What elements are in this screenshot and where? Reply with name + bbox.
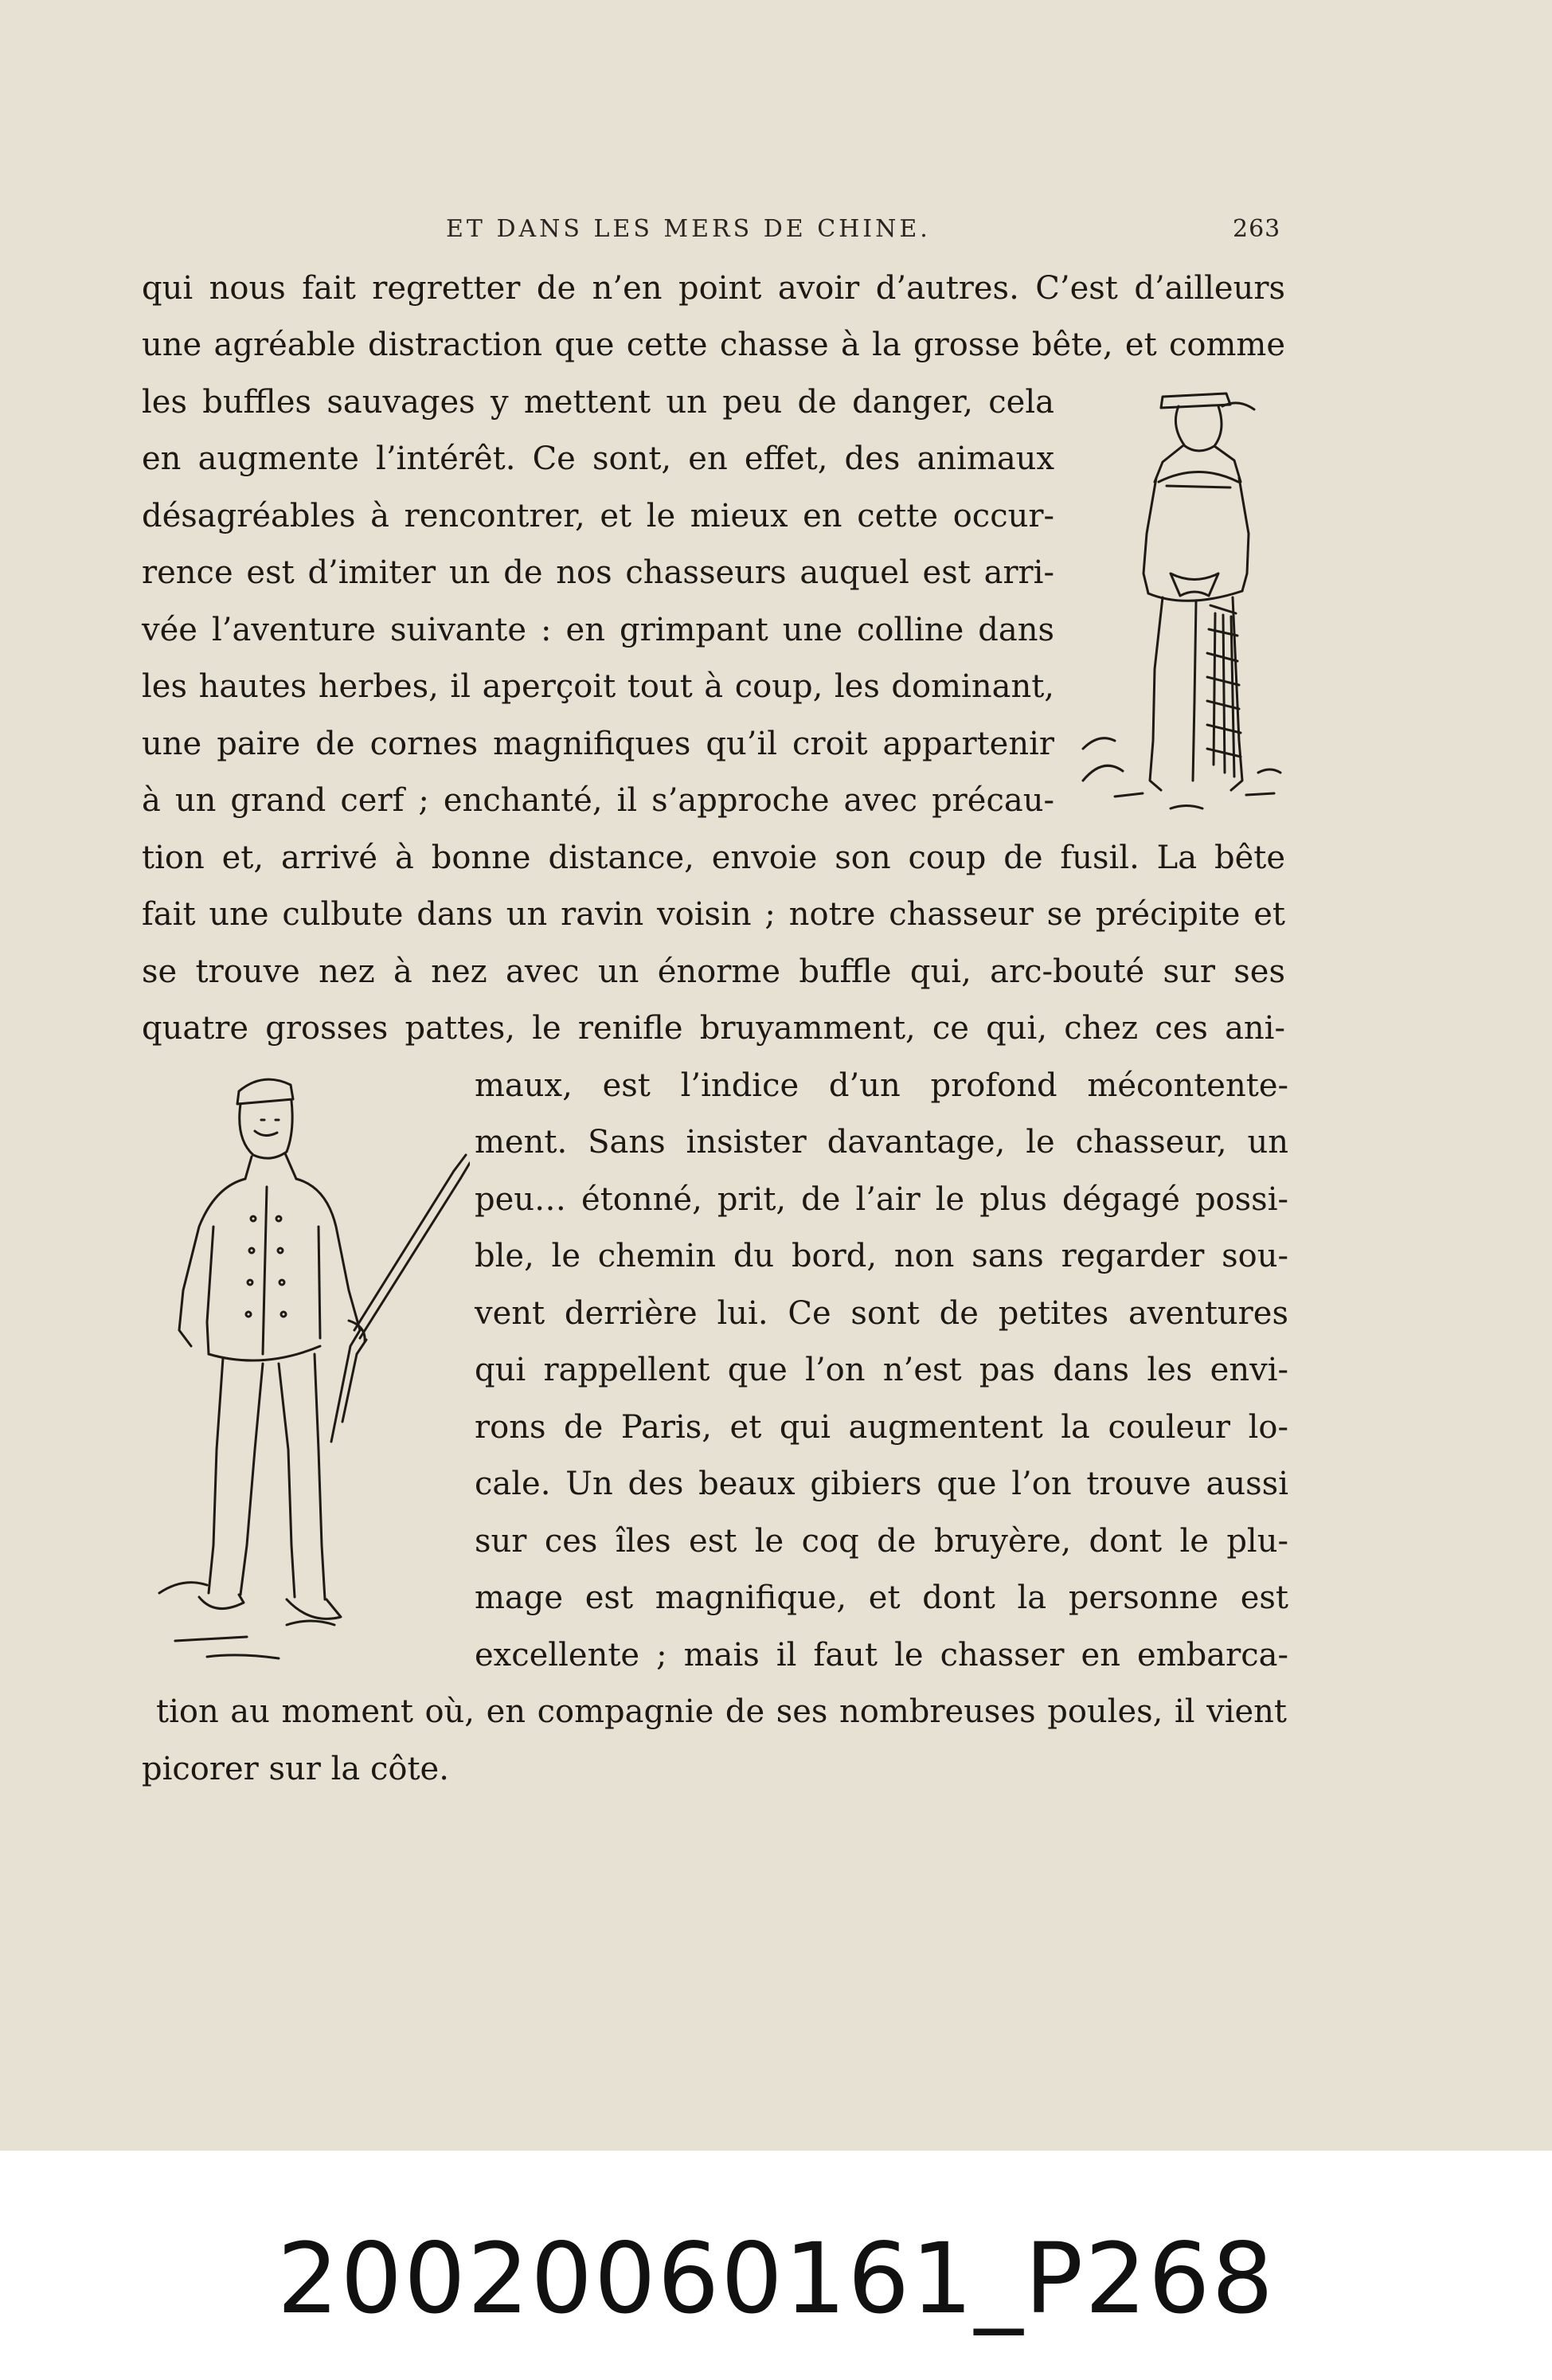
text-line: à un grand cerf ; enchanté, il s’approche avec précau- — [142, 782, 1054, 819]
text-line: se trouve nez à nez avec un énorme buffle qui, arc-bouté sur ses — [142, 953, 1285, 990]
text-line: cale. Un des beaux gibiers que l’on trouve aussi — [475, 1466, 1288, 1502]
text-line: picorer sur la côte. — [142, 1751, 449, 1787]
text-line: les buffles sauvages y mettent un peu de danger, cela — [142, 384, 1054, 421]
text-line: peu… étonné, prit, de l’air le plus dégagé possi- — [475, 1181, 1288, 1218]
text-line: vée l’aventure suivante : en grimpant une colline dans — [142, 612, 1054, 648]
sailor-from-behind-illustration — [1067, 382, 1282, 812]
text-line: qui rappellent que l’on n’est pas dans les envi- — [475, 1352, 1288, 1388]
hunter-with-rifle-illustration — [151, 1067, 470, 1673]
text-line: ble, le chemin du bord, non sans regarder sou- — [475, 1238, 1288, 1274]
text-line: excellente ; mais il faut le chasser en embarca- — [475, 1637, 1288, 1673]
text-line: mage est magnifique, et dont la personne est — [475, 1579, 1288, 1616]
page-identifier: 20020060161_P268 — [276, 2222, 1276, 2335]
text-line: vent derrière lui. Ce sont de petites aventures — [475, 1295, 1288, 1332]
text-line: sur ces îles est le coq de bruyère, dont le plu- — [475, 1523, 1288, 1560]
page-number: 263 — [1233, 215, 1281, 243]
text-line: une paire de cornes magnifiques qu’il croit appartenir — [142, 726, 1054, 762]
text-line: tion au moment où, en compagnie de ses nombreuses poules, il vient — [156, 1693, 1287, 1730]
running-head: ET DANS LES MERS DE CHINE. — [446, 215, 931, 243]
text-line: tion et, arrivé à bonne distance, envoie son coup de fusil. La bête — [142, 840, 1285, 876]
text-line: rons de Paris, et qui augmentent la couleur lo- — [475, 1409, 1288, 1446]
text-line: maux, est l’indice d’un profond mécontente- — [475, 1067, 1288, 1104]
text-line: qui nous fait regretter de n’en point avoir d’autres. C’est d’ailleurs — [142, 270, 1285, 307]
text-line: une agréable distraction que cette chasse à la grosse bête, et comme — [142, 327, 1285, 363]
text-line: fait une culbute dans un ravin voisin ; notre chasseur se précipite et — [142, 896, 1285, 933]
text-line: désagréables à rencontrer, et le mieux en cette occur- — [142, 498, 1054, 534]
text-line: ment. Sans insister davantage, le chasseur, un — [475, 1124, 1288, 1161]
text-line: quatre grosses pattes, le renifle bruyamment, ce qui, chez ces ani- — [142, 1010, 1285, 1047]
text-line: en augmente l’intérêt. Ce sont, en effet, des animaux — [142, 440, 1054, 477]
text-line: rence est d’imiter un de nos chasseurs auquel est arri- — [142, 554, 1054, 591]
text-line: les hautes herbes, il aperçoit tout à coup, les dominant, — [142, 668, 1054, 705]
